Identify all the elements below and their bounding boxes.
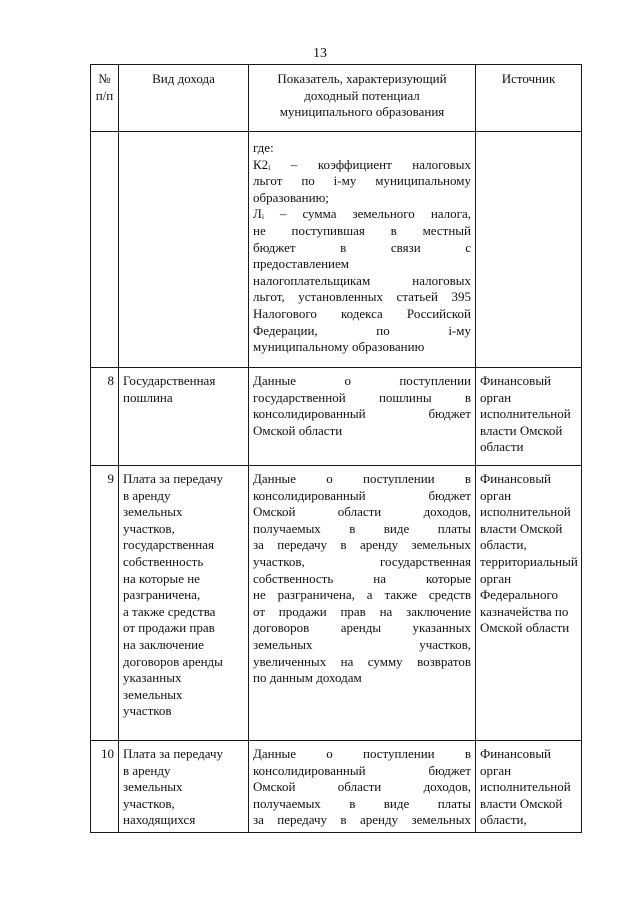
indicator-line: консолидированный бюджет (253, 762, 471, 778)
source-line: исполнительной (480, 779, 571, 795)
indicator-line: не разграничена, а также средств (253, 587, 471, 603)
indicator-line: льгот, установленных статьей 395 (253, 289, 471, 305)
indicator-line: от продажи прав на заключение (253, 603, 471, 619)
table-header-row (91, 65, 582, 132)
header-income-type: Вид дохода (119, 65, 249, 132)
income-type-line: Государственная (123, 373, 216, 388)
source-line: власти Омской (480, 422, 563, 438)
table-row (91, 132, 582, 368)
header-num-line: п/п (95, 87, 114, 103)
income-type-line: в аренду (123, 487, 171, 503)
header-num (91, 65, 119, 132)
row-income-type (119, 132, 249, 368)
indicator-line: по данным доходам (253, 670, 362, 686)
source-line: области, (480, 537, 527, 553)
income-type-line: государственная (123, 537, 214, 553)
row-source (476, 368, 582, 466)
income-type-line: Плата за передачу (123, 471, 224, 486)
source-line: области (480, 439, 524, 455)
income-type-line: участков, (123, 795, 175, 811)
page-number: 13 (313, 46, 327, 61)
indicator-line: Налогового кодекса Российской (253, 305, 471, 321)
header-indicator (249, 65, 476, 132)
indicator-line: Данные о поступлении (253, 373, 471, 388)
source-line: области, (480, 812, 527, 828)
indicator-line: предоставлением (253, 256, 350, 272)
income-type-line: на заключение (123, 636, 204, 652)
indicator-line: Федерации, по i-му (253, 322, 471, 338)
table-row (91, 741, 582, 833)
indicator-line: льгот по i-му муниципальному (253, 173, 471, 189)
income-type-line: указанных (123, 670, 182, 686)
indicator-line: консолидированный бюджет (253, 487, 471, 503)
indicator-line: получаемых в виде платы (253, 795, 471, 811)
indicator-line: увеличенных на сумму возвратов (253, 653, 471, 669)
indicator-line: участков, государственная (253, 553, 471, 569)
indicator-line: собственность на которые (253, 570, 471, 586)
indicator-line: налогоплательщикам налоговых (253, 272, 471, 288)
income-type-line: от продажи прав (123, 620, 215, 636)
header-indicator-line: доходный потенциал (304, 87, 420, 103)
header-num-line: № (98, 71, 111, 86)
indicator-line: бюджет в связи с (253, 239, 471, 255)
source-line: власти Омской (480, 520, 563, 536)
source-line: Омской области (480, 620, 570, 636)
source-line: Федерального (480, 587, 559, 603)
row-source (476, 132, 582, 368)
indicator-line: муниципальному образованию (253, 339, 425, 355)
income-type-line: собственность (123, 553, 204, 569)
income-type-line: в аренду (123, 762, 171, 778)
indicator-line: где: (253, 140, 274, 155)
row-indicator (249, 132, 476, 368)
source-line: власти Омской (480, 795, 563, 811)
source-line: казначейства по (480, 603, 569, 619)
source-line: исполнительной (480, 406, 571, 422)
header-indicator-line: муниципального образования (279, 104, 445, 120)
row-indicator (249, 368, 476, 466)
indicator-line: образованию; (253, 189, 329, 205)
indicator-line: Данные о поступлении в (253, 746, 471, 761)
row-num: 10 (91, 741, 119, 833)
income-type-line: участков, (123, 520, 175, 536)
indicator-line: договоров аренды указанных (253, 620, 471, 636)
header-source: Источник (476, 65, 582, 132)
indicator-line: государственной пошлины в (253, 389, 471, 405)
indicator-line: за передачу в аренду земельных (253, 537, 471, 553)
income-type-line: договоров аренды (123, 653, 223, 669)
indicator-line: К2ᵢ – коэффициент налоговых (253, 156, 471, 172)
indicator-line: Омской области (253, 422, 343, 438)
row-num: 9 (91, 466, 119, 741)
table-row (91, 368, 582, 466)
income-type-line: земельных (123, 779, 183, 795)
indicator-line: Омской области доходов, (253, 779, 471, 795)
income-table (90, 64, 582, 833)
table-row (91, 466, 582, 741)
indicator-line: получаемых в виде платы (253, 520, 471, 536)
income-type-line: земельных (123, 686, 183, 702)
row-income-type (119, 741, 249, 833)
row-source (476, 741, 582, 833)
indicator-line: Данные о поступлении в (253, 471, 471, 486)
income-type-line: находящихся (123, 812, 196, 828)
indicator-line: Лᵢ – сумма земельного налога, (253, 206, 471, 222)
indicator-line: не поступившая в местный (253, 222, 471, 238)
income-type-line: разграничена, (123, 587, 201, 603)
row-num (91, 132, 119, 368)
row-indicator (249, 466, 476, 741)
income-type-line: участков (123, 703, 172, 719)
row-num: 8 (91, 368, 119, 466)
source-line: орган (480, 762, 512, 778)
indicator-line: консолидированный бюджет (253, 406, 471, 422)
source-line: орган (480, 389, 512, 405)
income-type-line: пошлина (123, 389, 173, 405)
row-income-type (119, 466, 249, 741)
indicator-line: земельных участков, (253, 636, 471, 652)
row-income-type (119, 368, 249, 466)
income-type-line: а также средства (123, 603, 216, 619)
header-indicator-line: Показатель, характеризующий (277, 71, 447, 86)
row-indicator (249, 741, 476, 833)
income-type-line: Плата за передачу (123, 746, 224, 761)
income-type-line: земельных (123, 504, 183, 520)
source-line: исполнительной (480, 504, 571, 520)
income-type-line: на которые не (123, 570, 200, 586)
source-line: территориальный (480, 553, 578, 569)
indicator-line: Омской области доходов, (253, 504, 471, 520)
row-source (476, 466, 582, 741)
source-line: орган (480, 487, 512, 503)
source-line: Финансовый (480, 471, 552, 486)
source-line: Финансовый (480, 373, 552, 388)
indicator-line: за передачу в аренду земельных (253, 812, 471, 828)
source-line: Финансовый (480, 746, 552, 761)
source-line: орган (480, 570, 512, 586)
